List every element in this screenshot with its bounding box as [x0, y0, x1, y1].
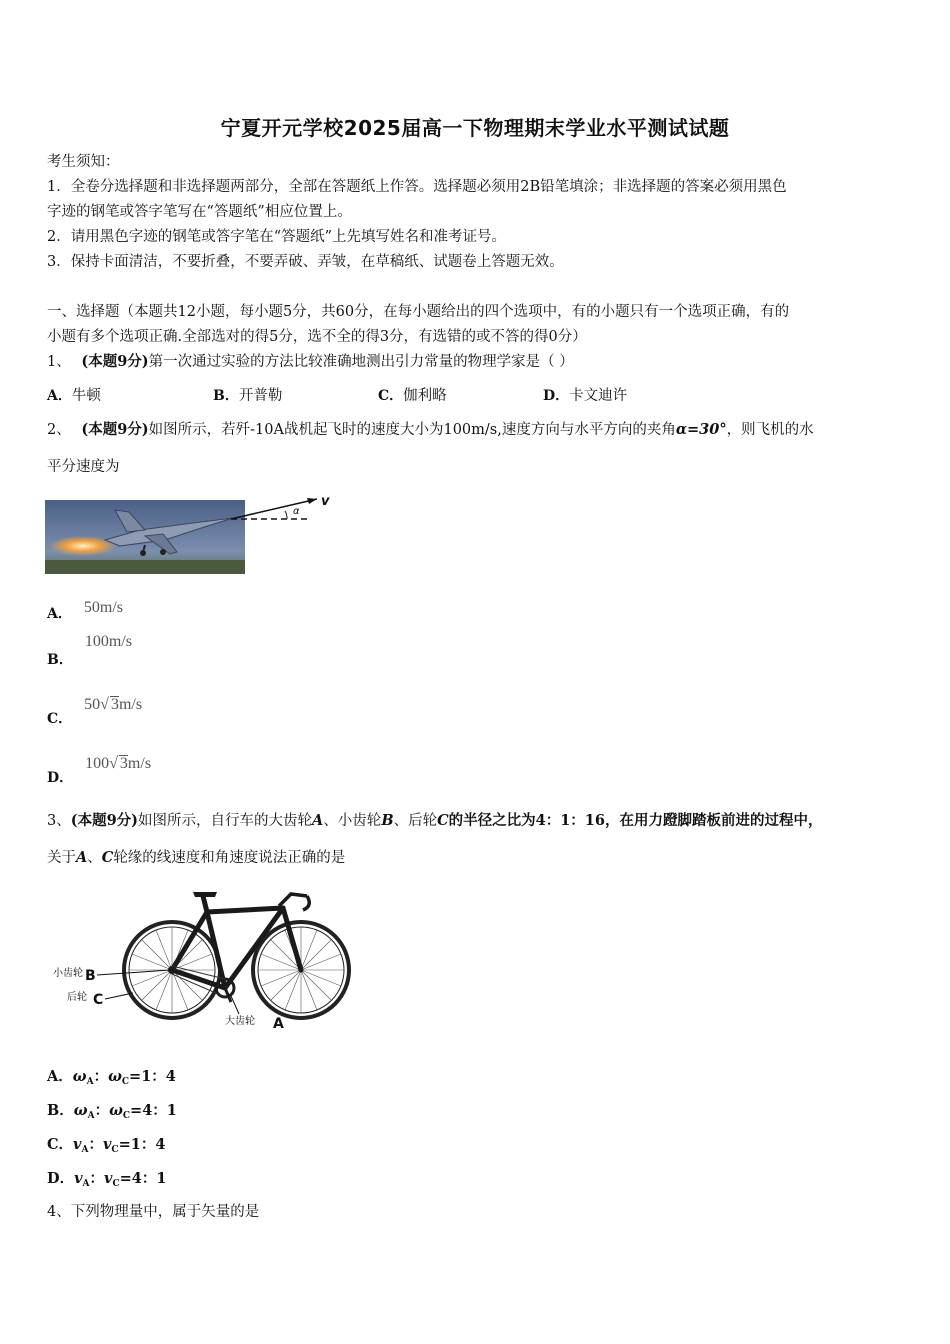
quantity-symbol: v: [102, 1136, 112, 1153]
q3-option-a[interactable]: [47, 1067, 176, 1092]
question-number: 3、: [47, 813, 71, 829]
q2-option-a[interactable]: [47, 597, 123, 622]
quantity-symbol: ω: [72, 1068, 87, 1085]
subscript-c: C: [111, 1145, 119, 1155]
quantity-symbol: ω: [73, 1102, 88, 1119]
subscript-c: C: [112, 1179, 120, 1189]
question-number: 2、: [47, 422, 71, 438]
ratio-value: =4：1: [119, 1170, 167, 1187]
small-gear-label: 小齿轮: [53, 968, 83, 979]
q2-option-c[interactable]: [47, 694, 143, 727]
page-title: 宁夏开元学校2025届高一下物理期末学业水平测试试题: [220, 116, 730, 140]
question-text-a: 如图所示，若歼-10A战机起飞时的速度大小为100m/s,速度方向与水平方向的夹角: [148, 422, 676, 438]
option-label: C．: [47, 711, 73, 727]
question-1: [47, 352, 574, 372]
subscript-a: A: [81, 1145, 89, 1155]
point-b-label: B: [85, 968, 96, 984]
option-label: C．: [47, 1136, 74, 1153]
question-3-line-2: [47, 848, 345, 868]
angle-value: α=30°: [675, 421, 727, 438]
question-score: (本题9分): [81, 421, 149, 438]
section-heading-line-2: 小题有多个选项正确.全部选对的得5分，选不全的得3分，有选错的或不答的得0分）: [47, 329, 587, 345]
option-unit: m/s: [118, 696, 143, 713]
option-coefficient: 50: [84, 696, 101, 713]
q3-option-d[interactable]: [47, 1169, 166, 1194]
notice-heading: 考生须知：: [47, 154, 120, 170]
q2-option-b[interactable]: [47, 631, 132, 668]
quantity-symbol: ω: [108, 1068, 122, 1085]
bicycle-image: [45, 880, 365, 1038]
question-2-line-2: 平分速度为: [47, 459, 120, 475]
option-unit: m/s: [127, 755, 152, 772]
option-label: A．: [47, 1068, 73, 1085]
question-text-d: 轮缘的线速度和角速度说法正确的是: [113, 850, 346, 866]
notice-line-2: 2．请用黑色字迹的钢笔或答字笔在“答题纸”上先填写姓名和准考证号。: [47, 229, 507, 245]
notice-line-1a: 1．全卷分选择题和非选择题两部分，全部在答题纸上作答。选择题必须用2B铅笔填涂；非选择题的答案必须用黑色: [47, 179, 787, 195]
option-text: 牛顿: [71, 388, 101, 404]
option-radicand: 3: [119, 755, 128, 772]
quantity-symbol: v: [73, 1136, 82, 1153]
option-radicand: 3: [110, 696, 119, 713]
jet-takeoff-image: [45, 490, 335, 576]
option-label: D．: [47, 1170, 75, 1187]
q2-option-d[interactable]: [47, 753, 152, 786]
subscript-a: A: [82, 1179, 90, 1189]
question-text: 下列物理量中，属于矢量的是: [70, 1204, 260, 1220]
question-score: (本题9分): [70, 812, 139, 829]
q3-option-c[interactable]: [47, 1135, 165, 1160]
option-label: C．: [378, 388, 404, 404]
question-sep: 、: [87, 850, 102, 866]
question-2: [47, 420, 814, 440]
subscript-a: A: [87, 1111, 95, 1121]
option-coefficient: 100: [85, 755, 110, 772]
question-text: 第一次通过实验的方法比较准确地测出引力常量的物理学家是（ ）: [148, 354, 574, 370]
sqrt-icon: √: [100, 696, 109, 713]
point-c-label: C: [93, 992, 104, 1008]
question-text-b: ，则飞机的水: [726, 422, 814, 438]
subscript-c: C: [122, 1111, 131, 1121]
ratio-colon: ：: [88, 1136, 103, 1153]
option-value: 100m/s: [84, 633, 132, 650]
subscript-c: C: [121, 1077, 130, 1087]
ratio-value: =1：4: [118, 1136, 166, 1153]
angle-label: α: [293, 506, 300, 517]
option-label: A．: [47, 606, 72, 622]
ratio-colon: ：: [94, 1102, 110, 1119]
ratio-colon: ：: [89, 1170, 104, 1187]
q1-option-a[interactable]: [47, 386, 101, 406]
sqrt-icon: √: [109, 755, 118, 772]
question-text-b: 的半径之比为4：1：16，在用力蹬脚踏板前进的过程中，: [448, 812, 823, 829]
rear-wheel-label: 后轮: [67, 992, 87, 1003]
bicycle-figure: [45, 880, 365, 1038]
option-label: B．: [213, 388, 239, 404]
ratio-colon: ：: [93, 1068, 109, 1085]
notice-line-3: 3．保持卡面清洁，不要折叠，不要弄破、弄皱，在草稿纸、试题卷上答题无效。: [47, 254, 564, 270]
option-text: 开普勒: [238, 388, 283, 404]
velocity-label: v: [321, 494, 330, 509]
q3-option-b[interactable]: [47, 1101, 177, 1126]
section-heading-line-1: 一、选择题（本题共12小题，每小题5分，共60分，在每小题给出的四个选项中，有的小题只有一个选项正确，有的: [47, 304, 790, 320]
option-value: 50m/s: [83, 599, 123, 616]
ratio-value: =4：1: [130, 1102, 177, 1119]
option-text: 卡文迪许: [569, 388, 628, 404]
q1-option-b[interactable]: [213, 386, 282, 406]
option-text: 伽利略: [403, 388, 447, 404]
option-label: B．: [47, 652, 73, 668]
option-label: D．: [543, 388, 570, 404]
var-c: C: [437, 812, 449, 829]
question-text-c: 关于: [47, 850, 76, 866]
question-4: [47, 1202, 259, 1222]
question-sep-1: 、小齿轮: [323, 813, 382, 829]
option-label: B．: [47, 1102, 74, 1119]
quantity-symbol: v: [104, 1170, 113, 1187]
q1-option-d[interactable]: [543, 386, 627, 406]
quantity-symbol: ω: [109, 1102, 123, 1119]
ratio-value: =1：4: [129, 1068, 176, 1085]
var-b: B: [381, 812, 394, 829]
var-a: A: [312, 812, 324, 829]
big-gear-label: 大齿轮: [225, 1016, 255, 1027]
var-c: C: [101, 849, 114, 866]
option-label: D．: [47, 770, 74, 786]
question-text-a: 如图所示，自行车的大齿轮: [138, 813, 313, 829]
question-number: 1、: [47, 354, 71, 370]
quantity-symbol: v: [74, 1170, 83, 1187]
question-score: (本题9分): [81, 353, 149, 370]
option-label: A．: [47, 388, 72, 404]
subscript-a: A: [86, 1077, 94, 1087]
notice-line-1b: 字迹的钢笔或答字笔写在“答题纸”相应位置上。: [47, 204, 352, 220]
point-a-label: A: [273, 1016, 284, 1032]
question-sep-2: 、后轮: [393, 813, 438, 829]
q1-option-c[interactable]: [378, 386, 447, 406]
question-3: [47, 811, 822, 831]
var-a: A: [76, 849, 88, 866]
jet-figure: [45, 490, 335, 576]
question-number: 4、: [47, 1204, 71, 1220]
